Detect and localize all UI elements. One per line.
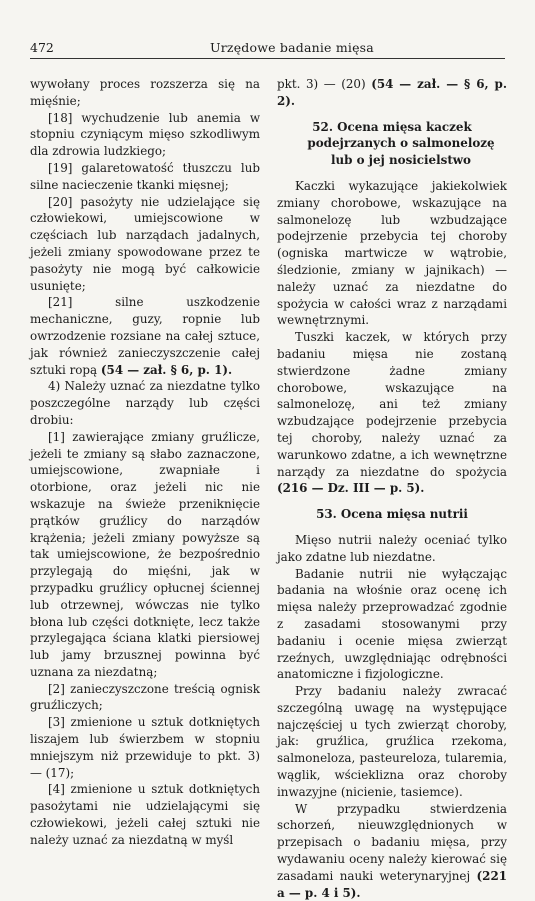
paragraph-text: [2] zanieczyszczone treścią ognisk gruźliczych; <box>30 681 260 713</box>
paragraph-text: [3] zmienione u sztuk dotkniętych liszajem lub świerzbem w stopniu mniejszym niż przewiduje to pkt. 3) — (17); <box>30 715 260 780</box>
paragraph-text: Kaczki wykazujące jakiekolwiek zmiany chorobowe, wskazujące na salmonelozę lub wzbudzające podejrzenie przebycia tej choroby (ogniska martwicze w wątrobie, śledzionie, zmiany w jajnikach) — należy uznać za niezdatne do spożycia w całości wraz z narządami wewnętrznymi. <box>277 178 507 328</box>
page-number: 472 <box>30 40 54 55</box>
paragraph <box>30 110 260 160</box>
paragraph <box>30 781 260 848</box>
paragraph-text: wywołany proces rozszerza się na mięśnie; <box>30 77 260 108</box>
page-header <box>30 40 505 59</box>
paragraph-text: Badanie nutrii nie wyłączając badania na włośnie oraz ocenę ich mięsa należy przeprowadzać zgodnie z zasadami stosowanymi przy badaniu i ocenie mięsa zwierząt rzeźnych, uwzględniając odrębności anatomiczne i fizjologiczne. <box>277 566 507 682</box>
paragraph <box>277 532 507 566</box>
right-column <box>277 76 507 901</box>
paragraph-text: 52. Ocena mięsa kaczek podejrzanych o salmonelozę lub o jej nosicielstwo <box>307 119 495 168</box>
paragraph <box>30 429 260 681</box>
citation: (221 a — p. 4 i 5). <box>277 868 507 900</box>
paragraph-text: [21] silne uszkodzenie mechaniczne, guzy, ropnie lub owrzodzenie rozsiane na całej sztuce, jak również zanieczyszczenie całej sztuki ropą <box>30 295 260 377</box>
paragraph <box>277 683 507 801</box>
section-heading <box>277 119 507 169</box>
paragraph <box>30 76 260 110</box>
paragraph <box>277 566 507 684</box>
citation: (216 — Dz. III — p. 5). <box>277 481 425 496</box>
paragraph <box>30 194 260 295</box>
citation: (54 — zał. § 6, p. 1). <box>100 362 233 377</box>
paragraph-text: [20] pasożyty nie udzielające się człowiekowi, umiejscowione w częściach lub narządach jadalnych, jeżeli zmiany spowodowane przez te pasożyty nie mogą być całkowicie usunięte; <box>30 194 260 293</box>
section-heading <box>277 506 507 523</box>
paragraph-text: pkt. 3) — (20) <box>277 77 366 91</box>
paragraph <box>277 76 507 110</box>
running-title: Urzędowe badanie mięsa <box>210 40 374 55</box>
paragraph <box>30 681 260 715</box>
paragraph <box>30 378 260 428</box>
left-column <box>30 76 260 849</box>
paragraph-text: Tuszki kaczek, w których przy badaniu mięsa nie zostaną stwierdzone żadne zmiany chorobowe, wskazujące na salmonelozę, ani też zmiany wzbudzające podejrzenie przebycia tej choroby, należy uznać za warunkowo zdatne, a ich wewnętrzne narządy za niezdatne do spożycia <box>277 330 507 479</box>
paragraph-text: 4) Należy uznać za niezdatne tylko poszczególne narządy lub części drobiu: <box>30 379 260 427</box>
paragraph-text: W przypadku stwierdzenia schorzeń, nieuwzględnionych w przepisach o badaniu mięsa, przy wydawaniu oceny należy kierować się zasadami nauki weterynaryjnej <box>277 801 507 883</box>
paragraph-text: [19] galaretowatość tłuszczu lub silne nacieczenie tkanki mięsnej; <box>30 160 260 192</box>
paragraph <box>277 178 507 329</box>
paragraph <box>30 160 260 194</box>
paragraph-text: Mięso nutrii należy oceniać tylko jako zdatne lub niezdatne. <box>277 532 507 564</box>
citation: (54 — zał. — § 6, p. 2). <box>277 77 507 108</box>
paragraph <box>30 714 260 781</box>
paragraph-text: [1] zawierające zmiany gruźlicze, jeżeli te zmiany są słabo zaznaczone, umiejscowione, zwapniałe i otorbione, oraz jeżeli nic nie wskazuje na świeże przeniknięcie prątków gruźlicy do narządów krążenia; jeżeli zmiany powyższe są tak umiejscowione, że bezpośrednio przylegają do mięśni, jak w przypadku gruźlicy opłucnej ściennej lub otrzewnej, wówczas nie tylko błona lub części dotknięte, lecz także przylegająca ściana klatki piersiowej lub jamy brzusznej powinna być uznana za niezdatną; <box>30 429 260 679</box>
paragraph-text: [18] wychudzenie lub anemia w stopniu czyniącym mięso szkodliwym dla zdrowia ludzkiego; <box>30 110 260 159</box>
paragraph-text: 53. Ocena mięsa nutrii <box>316 507 468 522</box>
paragraph <box>277 801 507 901</box>
paragraph <box>30 294 260 378</box>
paragraph <box>277 329 507 497</box>
paragraph-text: [4] zmienione u sztuk dotkniętych pasożytami nie udzielającymi się człowiekowi, jeżeli całej sztuki nie należy uznać za niezdatną w myśl <box>30 782 260 847</box>
paragraph-text: Przy badaniu należy zwracać szczególną uwagę na występujące najczęściej u tych zwierząt choroby, jak: gruźlica, gruźlica rzekoma, salmoneloza, pasteureloza, tularemia, wąglik, wścieklizna oraz choroby inwazyjne (nicienie, tasiemce). <box>277 684 507 799</box>
